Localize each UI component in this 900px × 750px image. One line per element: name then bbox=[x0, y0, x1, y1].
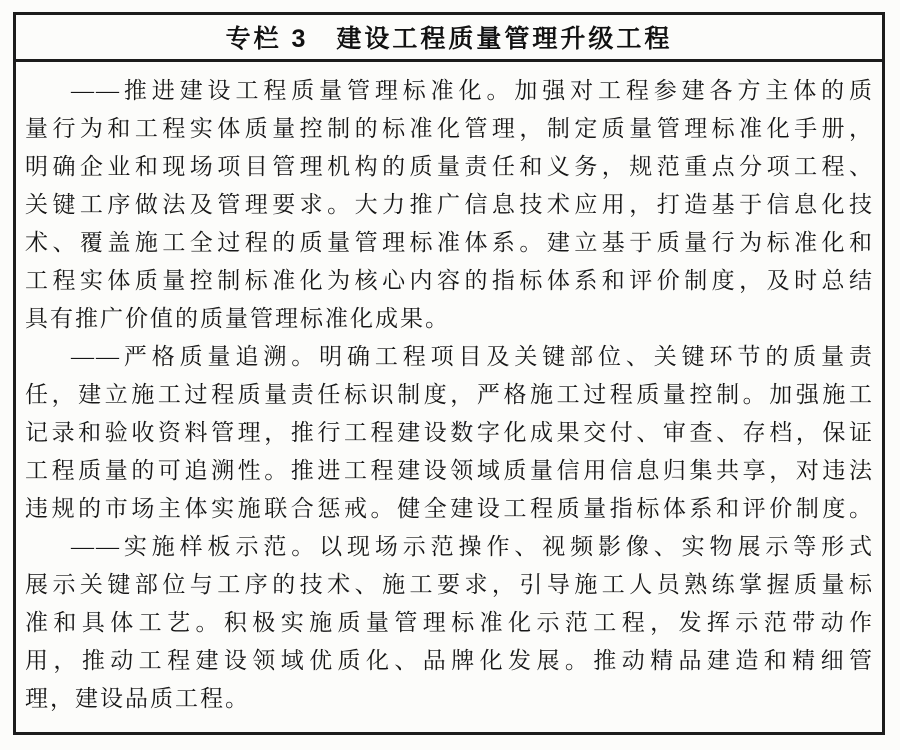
text-line: 准和具体工艺。积极实施质量管理标准化示范工程，发挥示范带动作 bbox=[25, 610, 874, 635]
text-line: ——实施样板示范。以现场示范操作、视频影像、实物展示等形式 bbox=[71, 534, 874, 559]
text-line: 任，建立施工过程质量责任标识制度，严格施工过程质量控制。加强施工 bbox=[25, 382, 874, 407]
panel-title: 专栏 3 建设工程质量管理升级工程 bbox=[16, 15, 882, 62]
text-line: ——严格质量追溯。明确工程项目及关键部位、关键环节的质量责 bbox=[71, 344, 874, 369]
text-line: 具有推广价值的质量管理标准化成果。 bbox=[25, 306, 450, 331]
text-line: 关键工序做法及管理要求。大力推广信息技术应用，打造基于信息化技 bbox=[25, 192, 874, 217]
text-line: 记录和验收资料管理，推行工程建设数字化成果交付、审查、存档，保证 bbox=[25, 420, 874, 445]
text-line: 用，推动工程建设领域优质化、品牌化发展。推动精品建造和精细管 bbox=[25, 648, 874, 673]
text-line: 理，建设品质工程。 bbox=[25, 686, 250, 711]
text-line: 术、覆盖施工全过程的质量管理标准体系。建立基于质量行为标准化和 bbox=[25, 230, 874, 255]
text-line: 违规的市场主体实施联合惩戒。健全建设工程质量指标体系和评价制度。 bbox=[25, 496, 874, 521]
text-line: 量行为和工程实体质量控制的标准化管理，制定质量管理标准化手册， bbox=[25, 116, 874, 141]
text-line: 工程实体质量控制标准化为核心内容的指标体系和评价制度，及时总结 bbox=[25, 268, 874, 293]
text-line: 明确企业和现场项目管理机构的质量责任和义务，规范重点分项工程、 bbox=[25, 154, 874, 179]
text-line: 展示关键部位与工序的技术、施工要求，引导施工人员熟练掌握质量标 bbox=[25, 572, 874, 597]
panel-body bbox=[16, 62, 882, 718]
text-line: ——推进建设工程质量管理标准化。加强对工程参建各方主体的质 bbox=[71, 78, 874, 103]
column-box bbox=[13, 12, 885, 735]
text-line: 工程质量的可追溯性。推进工程建设领域质量信用信息归集共享，对违法 bbox=[25, 458, 874, 483]
